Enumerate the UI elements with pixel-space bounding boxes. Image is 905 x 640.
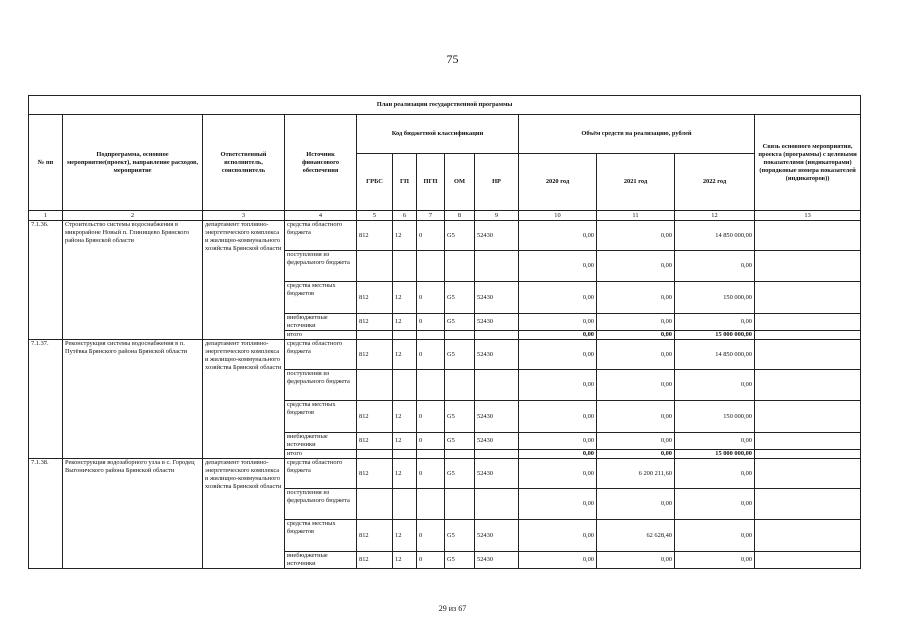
code-grbs: 812 bbox=[357, 552, 393, 569]
indicator-link bbox=[755, 282, 861, 314]
amount-y2021: 0,00 bbox=[597, 221, 675, 251]
code-nr: 52430 bbox=[475, 520, 519, 552]
indicator-link bbox=[755, 221, 861, 251]
header-2020: 2020 год bbox=[519, 154, 597, 211]
code-grbs: 812 bbox=[357, 433, 393, 450]
code-gp bbox=[393, 489, 417, 520]
code-grbs: 812 bbox=[357, 340, 393, 370]
item-name: Реконструкция водозаборного узла в с. Городец Выгоничского района Брянской области bbox=[63, 459, 203, 569]
code-nr: 52430 bbox=[475, 340, 519, 370]
code-om: G5 bbox=[445, 314, 475, 331]
amount-y2021: 0,00 bbox=[597, 401, 675, 433]
code-nr: 52430 bbox=[475, 552, 519, 569]
indicator-link bbox=[755, 489, 861, 520]
funding-source: внебюджетные источники bbox=[285, 433, 357, 450]
code-gp: 12 bbox=[393, 520, 417, 552]
funding-source: поступления из федерального бюджета bbox=[285, 370, 357, 401]
item-executor: департамент топливно-энергетического комплекса и жилищно-коммунального хозяйства Брянской области bbox=[203, 221, 285, 340]
amount-y2022: 150 000,00 bbox=[675, 401, 755, 433]
code-om: G5 bbox=[445, 401, 475, 433]
code-gp: 12 bbox=[393, 552, 417, 569]
total-code-empty bbox=[475, 331, 519, 340]
amount-y2022: 150 000,00 bbox=[675, 282, 755, 314]
amount-y2022: 0,00 bbox=[675, 314, 755, 331]
col-number: 10 bbox=[519, 211, 597, 221]
code-om: G5 bbox=[445, 282, 475, 314]
funding-source: средства местных бюджетов bbox=[285, 401, 357, 433]
col-number: 11 bbox=[597, 211, 675, 221]
code-nr: 52430 bbox=[475, 221, 519, 251]
indicator-link bbox=[755, 314, 861, 331]
table-row bbox=[29, 459, 861, 489]
code-grbs bbox=[357, 370, 393, 401]
indicator-link bbox=[755, 370, 861, 401]
amount-y2020: 0,00 bbox=[519, 314, 597, 331]
total-code-empty bbox=[445, 331, 475, 340]
amount-y2020: 0,00 bbox=[519, 340, 597, 370]
amount-y2022: 0,00 bbox=[675, 552, 755, 569]
header-num: № пп bbox=[29, 115, 63, 211]
col-number: 8 bbox=[445, 211, 475, 221]
code-nr bbox=[475, 489, 519, 520]
header-code-group: Код бюджетной классификации bbox=[357, 115, 519, 154]
total-code-empty bbox=[445, 450, 475, 459]
code-pgp: 0 bbox=[417, 401, 445, 433]
code-pgp: 0 bbox=[417, 552, 445, 569]
header-2021: 2021 год bbox=[597, 154, 675, 211]
amount-y2022: 0,00 bbox=[675, 489, 755, 520]
table-title: План реализации государственной программы bbox=[29, 96, 861, 115]
code-nr: 52430 bbox=[475, 282, 519, 314]
amount-y2020: 0,00 bbox=[519, 433, 597, 450]
amount-y2021: 0,00 bbox=[597, 433, 675, 450]
col-number: 12 bbox=[675, 211, 755, 221]
indicator-link bbox=[755, 433, 861, 450]
code-om: G5 bbox=[445, 552, 475, 569]
col-number: 5 bbox=[357, 211, 393, 221]
col-number: 9 bbox=[475, 211, 519, 221]
code-gp: 12 bbox=[393, 314, 417, 331]
indicator-link bbox=[755, 401, 861, 433]
amount-y2022: 14 850 000,00 bbox=[675, 221, 755, 251]
code-grbs bbox=[357, 251, 393, 282]
amount-y2022: 0,00 bbox=[675, 459, 755, 489]
total-y2021: 0,00 bbox=[597, 331, 675, 340]
code-pgp bbox=[417, 370, 445, 401]
code-pgp: 0 bbox=[417, 282, 445, 314]
header-link: Связь основного мероприятия, проекта (программы) с целевыми показателями (индикаторами) (порядковые номера показателей (индикаторов)) bbox=[755, 115, 861, 211]
header-2022: 2022 год bbox=[675, 154, 755, 211]
item-executor: департамент топливно-энергетического комплекса и жилищно-коммунального хозяйства Брянской области bbox=[203, 340, 285, 459]
plan-table bbox=[28, 95, 861, 569]
table-row bbox=[29, 340, 861, 370]
total-label: итого bbox=[285, 331, 357, 340]
code-pgp: 0 bbox=[417, 520, 445, 552]
total-y2022: 15 000 000,00 bbox=[675, 331, 755, 340]
item-number: 7.1.38. bbox=[29, 459, 63, 569]
amount-y2022: 14 850 000,00 bbox=[675, 340, 755, 370]
col-number: 3 bbox=[203, 211, 285, 221]
code-nr: 52430 bbox=[475, 459, 519, 489]
code-nr: 52430 bbox=[475, 314, 519, 331]
table-row bbox=[29, 221, 861, 251]
indicator-link bbox=[755, 552, 861, 569]
amount-y2021: 0,00 bbox=[597, 251, 675, 282]
code-gp bbox=[393, 370, 417, 401]
page-number: 75 bbox=[446, 52, 459, 66]
code-om bbox=[445, 489, 475, 520]
indicator-link bbox=[755, 251, 861, 282]
funding-source: поступления из федерального бюджета bbox=[285, 489, 357, 520]
indicator-link bbox=[755, 331, 861, 340]
amount-y2021: 6 200 211,60 bbox=[597, 459, 675, 489]
amount-y2021: 0,00 bbox=[597, 552, 675, 569]
item-number: 7.1.37. bbox=[29, 340, 63, 459]
amount-y2020: 0,00 bbox=[519, 520, 597, 552]
code-gp: 12 bbox=[393, 459, 417, 489]
total-code-empty bbox=[475, 450, 519, 459]
total-code-empty bbox=[393, 331, 417, 340]
amount-y2021: 0,00 bbox=[597, 489, 675, 520]
funding-source: средства областного бюджета bbox=[285, 221, 357, 251]
code-grbs: 812 bbox=[357, 282, 393, 314]
amount-y2022: 0,00 bbox=[675, 370, 755, 401]
total-code-empty bbox=[417, 331, 445, 340]
amount-y2022: 0,00 bbox=[675, 433, 755, 450]
amount-y2021: 0,00 bbox=[597, 314, 675, 331]
total-y2021: 0,00 bbox=[597, 450, 675, 459]
col-number: 7 bbox=[417, 211, 445, 221]
funding-source: средства областного бюджета bbox=[285, 340, 357, 370]
total-code-empty bbox=[357, 450, 393, 459]
amount-y2020: 0,00 bbox=[519, 221, 597, 251]
amount-y2022: 0,00 bbox=[675, 251, 755, 282]
col-number: 6 bbox=[393, 211, 417, 221]
header-gp: ГП bbox=[393, 154, 417, 211]
code-grbs: 812 bbox=[357, 520, 393, 552]
amount-y2021: 0,00 bbox=[597, 370, 675, 401]
header-nr: НР bbox=[475, 154, 519, 211]
code-grbs bbox=[357, 489, 393, 520]
col-number: 4 bbox=[285, 211, 357, 221]
code-gp: 12 bbox=[393, 401, 417, 433]
code-om: G5 bbox=[445, 221, 475, 251]
code-nr: 52430 bbox=[475, 401, 519, 433]
item-name: Реконструкция системы водоснабжения в п. Путёвка Брянского района Брянской области bbox=[63, 340, 203, 459]
funding-source: средства местных бюджетов bbox=[285, 282, 357, 314]
header-funds-group: Объём средств на реализацию, рублей bbox=[519, 115, 755, 154]
indicator-link bbox=[755, 459, 861, 489]
col-number: 2 bbox=[63, 211, 203, 221]
amount-y2020: 0,00 bbox=[519, 459, 597, 489]
funding-source: внебюджетные источники bbox=[285, 314, 357, 331]
amount-y2020: 0,00 bbox=[519, 401, 597, 433]
amount-y2021: 0,00 bbox=[597, 282, 675, 314]
header-name: Подпрограмма, основное мероприятие(проект), направление расходов, мероприятие bbox=[63, 115, 203, 211]
code-pgp: 0 bbox=[417, 433, 445, 450]
item-name: Строительство системы водоснабжения в микрорайоне Новый п. Глинищево Брянского района Брянской области bbox=[63, 221, 203, 340]
funding-source: внебюджетные источники bbox=[285, 552, 357, 569]
code-om: G5 bbox=[445, 459, 475, 489]
amount-y2020: 0,00 bbox=[519, 552, 597, 569]
item-number: 7.1.36. bbox=[29, 221, 63, 340]
code-gp: 12 bbox=[393, 433, 417, 450]
code-grbs: 812 bbox=[357, 401, 393, 433]
code-gp: 12 bbox=[393, 221, 417, 251]
header-grbs: ГРБС bbox=[357, 154, 393, 211]
col-number: 1 bbox=[29, 211, 63, 221]
item-executor: департамент топливно-энергетического комплекса и жилищно-коммунального хозяйства Брянской области bbox=[203, 459, 285, 569]
amount-y2020: 0,00 bbox=[519, 370, 597, 401]
funding-source: поступления из федерального бюджета bbox=[285, 251, 357, 282]
code-om: G5 bbox=[445, 433, 475, 450]
total-y2020: 0,00 bbox=[519, 331, 597, 340]
indicator-link bbox=[755, 340, 861, 370]
total-label: итого bbox=[285, 450, 357, 459]
code-gp bbox=[393, 251, 417, 282]
code-pgp: 0 bbox=[417, 459, 445, 489]
funding-source: средства местных бюджетов bbox=[285, 520, 357, 552]
code-om bbox=[445, 251, 475, 282]
amount-y2022: 0,00 bbox=[675, 520, 755, 552]
code-om: G5 bbox=[445, 340, 475, 370]
code-grbs: 812 bbox=[357, 221, 393, 251]
amount-y2021: 62 628,40 bbox=[597, 520, 675, 552]
code-grbs: 812 bbox=[357, 459, 393, 489]
code-pgp: 0 bbox=[417, 314, 445, 331]
code-pgp bbox=[417, 489, 445, 520]
code-pgp: 0 bbox=[417, 221, 445, 251]
total-code-empty bbox=[393, 450, 417, 459]
funding-source: средства областного бюджета bbox=[285, 459, 357, 489]
code-pgp bbox=[417, 251, 445, 282]
amount-y2020: 0,00 bbox=[519, 282, 597, 314]
total-code-empty bbox=[357, 331, 393, 340]
code-nr: 52430 bbox=[475, 433, 519, 450]
total-code-empty bbox=[417, 450, 445, 459]
indicator-link bbox=[755, 520, 861, 552]
total-y2022: 15 000 000,00 bbox=[675, 450, 755, 459]
code-om bbox=[445, 370, 475, 401]
amount-y2020: 0,00 bbox=[519, 251, 597, 282]
amount-y2020: 0,00 bbox=[519, 489, 597, 520]
code-nr bbox=[475, 370, 519, 401]
header-source: Источник финансового обеспечения bbox=[285, 115, 357, 211]
code-nr bbox=[475, 251, 519, 282]
header-pgp: ПГП bbox=[417, 154, 445, 211]
amount-y2021: 0,00 bbox=[597, 340, 675, 370]
code-pgp: 0 bbox=[417, 340, 445, 370]
code-om: G5 bbox=[445, 520, 475, 552]
col-number: 13 bbox=[755, 211, 861, 221]
header-om: ОМ bbox=[445, 154, 475, 211]
column-numbers-row bbox=[29, 211, 861, 221]
header-exec: Ответственный исполнитель, соисполнитель bbox=[203, 115, 285, 211]
code-gp: 12 bbox=[393, 282, 417, 314]
code-gp: 12 bbox=[393, 340, 417, 370]
indicator-link bbox=[755, 450, 861, 459]
page-footer: 29 из 67 bbox=[438, 604, 467, 613]
code-grbs: 812 bbox=[357, 314, 393, 331]
total-y2020: 0,00 bbox=[519, 450, 597, 459]
